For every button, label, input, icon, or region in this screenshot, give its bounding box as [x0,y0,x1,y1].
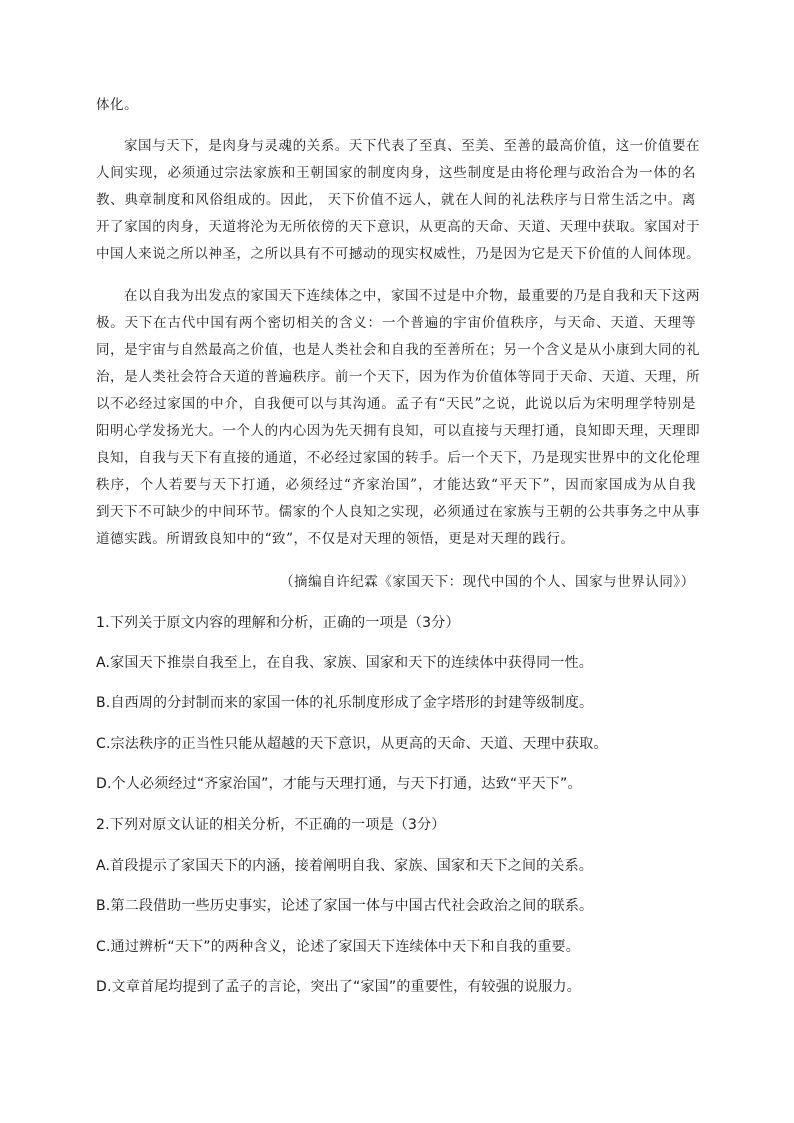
passage-line: 道德实践。所谓致良知中的“致”，不仅是对天理的领悟，更是对天理的践行。 [96,531,575,547]
passage-source: （摘编自许纪霖《家国天下：现代中国的个人、国家与世界认同》） [280,574,695,590]
answer-option-a: A.家国天下推崇自我至上，在自我、家族、国家和天下的连续体中获得同一性。 [96,655,593,671]
question-stem: 1.下列关于原文内容的理解和分析，正确的一项是（3分） [96,615,460,631]
passage-line: 秩序，个人若要与天下打通，必须经过“齐家治国”，才能达致“平天下”，因而家国成为从自我 [96,477,696,493]
answer-option-a: A.首段提示了家国天下的内涵，接着阐明自我、家族、国家和天下之间的关系。 [96,858,593,874]
answer-option-b: B.自西周的分封制而来的家国一体的礼乐制度形成了金字塔形的封建等级制度。 [96,695,594,711]
passage-line: 在以自我为出发点的家国天下连续体之中，家国不过是中介物，最重要的乃是自我和天下这两 [124,288,701,304]
answer-option-d: D.个人必须经过“齐家治国”，才能与天理打通，与天下打通，达致“平天下”。 [96,776,582,792]
passage-line: 到天下不可缺少的中间环节。儒家的个人良知之实现，必须通过在家族与王朝的公共事务之中从事 [96,504,701,520]
passage-line: 阳明心学发扬光大。一个人的内心因为先天拥有良知，可以直接与天理打通，良知即天理，天理即 [96,423,701,439]
answer-option-c: C.通过辨析“天下”的两种含义，论述了家国天下连续体中天下和自我的重要。 [96,939,580,955]
passage-line: 同，是宇宙与自然最高之价值，也是人类社会和自我的至善所在；另一个含义是从小康到大同的礼 [96,342,701,358]
passage-line: 良知，自我与天下有直接的通道，不必经过家国的转手。后一个天下，乃是现实世界中的文化伦理 [96,450,701,466]
passage-line: 以不必经过家国的中介，自我便可以与其沟通。孟子有“天民”之说，此说以后为宋明理学特别是 [96,396,696,412]
passage-line: 中国人来说之所以神圣，之所以具有不可撼动的现实权威性，乃是因为它是天下价值的人间体现。 [96,246,701,262]
answer-option-c: C.宗法秩序的正当性只能从超越的天下意识，从更高的天命、天道、天理中获取。 [96,736,608,752]
passage-line: 极。天下在古代中国有两个密切相关的含义：一个普遍的宇宙价值秩序，与天命、天道、天理等 [96,315,696,331]
passage-line: 教、典章制度和风俗组成的。因此， 天下价值不远人，就在人间的礼法秩序与日常生活之中。离 [96,192,696,208]
question-stem: 2.下列对原文认证的相关分析，不正确的一项是（3分） [96,817,446,833]
answer-option-d: D.文章首尾均提到了孟子的言论，突出了“家国”的重要性，有较强的说服力。 [96,979,581,995]
passage-line: 体化。 [96,97,139,113]
passage-line: 家国与天下，是肉身与灵魂的关系。天下代表了至真、至美、至善的最高价值，这一价值要在 [124,138,701,154]
passage-line: 治，是人类社会符合天道的普遍秩序。前一个天下，因为作为价值体等同于天命、天道、天理，所 [96,369,701,385]
passage-line: 开了家国的肉身，天道将沦为无所依傍的天下意识，从更高的天命、天道、天理中获取。家国对于 [96,219,701,235]
answer-option-b: B.第二段借助一些历史事实，论述了家国一体与中国古代社会政治之间的联系。 [96,898,594,914]
passage-line: 人间实现，必须通过宗法家族和王朝国家的制度肉身，这些制度是由将伦理与政治合为一体的名 [96,165,696,181]
